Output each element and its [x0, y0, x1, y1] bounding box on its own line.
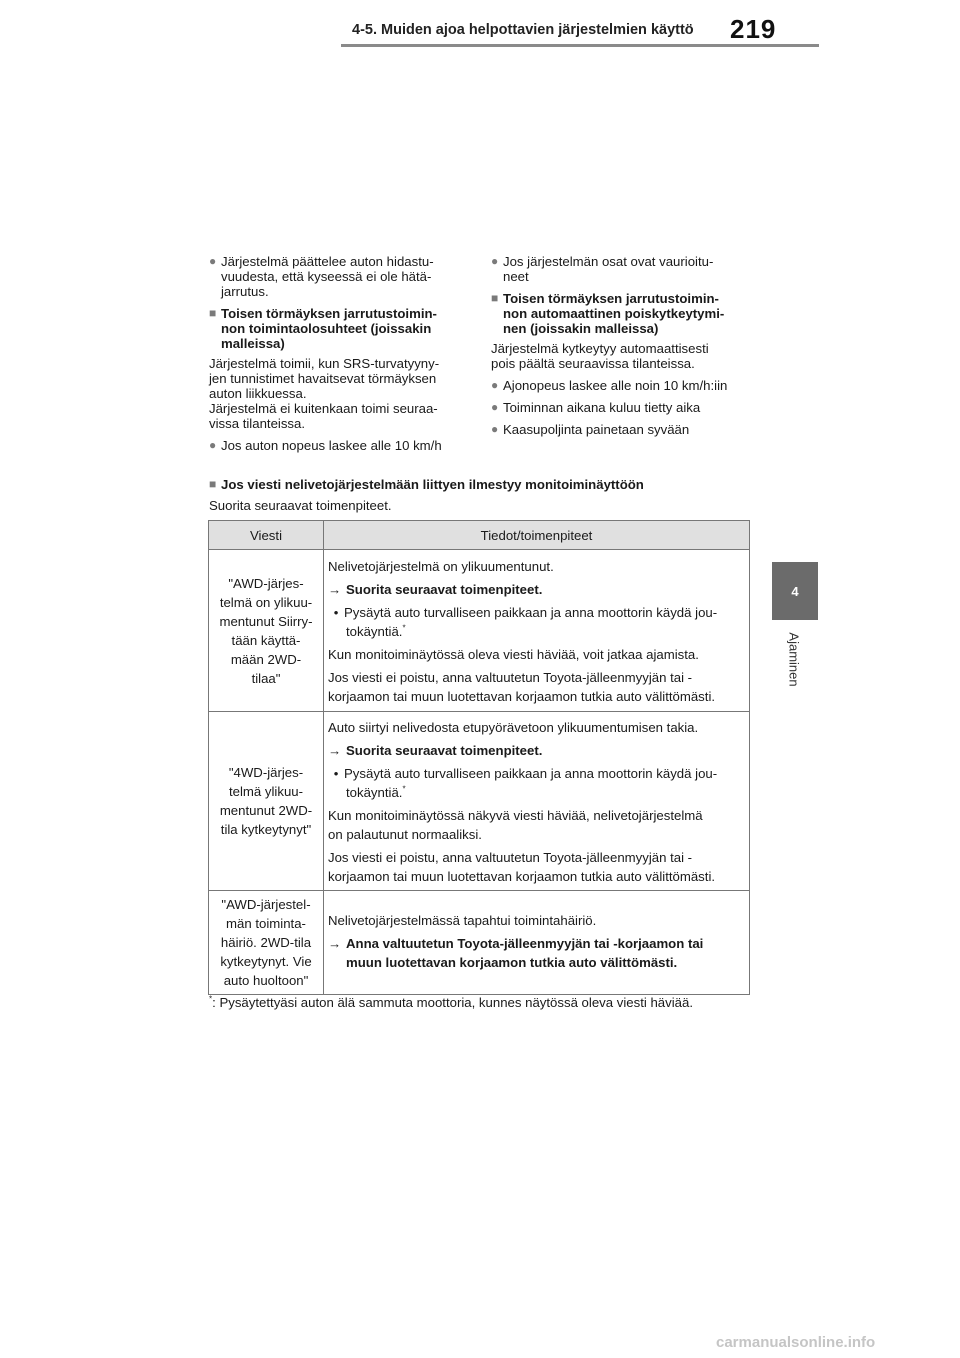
watermark-logo: carmanualsonline.info: [716, 1334, 876, 1351]
bullet-icon: •: [333, 605, 339, 620]
action-line: → Suorita seuraavat toimenpiteet.: [328, 743, 543, 758]
table-row: [209, 891, 750, 995]
column-header-message: Viesti: [209, 521, 324, 550]
bullet-icon: •: [333, 766, 339, 781]
bullet-dot-icon: ●: [491, 422, 499, 436]
table-header-row: [209, 521, 750, 550]
list-item: • Pysäytä auto turvalliseen paikkaan ja anna moottorin käydä jou- tokäyntiä.*: [328, 603, 746, 641]
list-item: ● Järjestelmä päättelee auton hidastu- vuudesta, että kyseessä ei ole hätä- jarrutus.: [209, 254, 434, 299]
list-item: ● Kaasupoljinta painetaan syvään: [491, 422, 690, 437]
square-bullet-icon: ■: [491, 291, 499, 305]
list-item: ● Jos järjestelmän osat ovat vaurioitu- neet: [491, 254, 714, 284]
subsection-heading: ■ Toisen törmäyksen jarrutustoimin- non automaattinen poiskytkeytymi- nen (joissakin malleissa): [491, 291, 725, 336]
list-item: • Pysäytä auto turvalliseen paikkaan ja anna moottorin käydä jou- tokäyntiä.*: [328, 764, 746, 802]
details-cell: Nelivetojärjestelmässä tapahtui toimintahäiriö. → Anna valtuutetun Toyota-jälleenmyyjän tai -korjaamon tai muun luotettavan korjaamon tutkia auto välittömästi.: [324, 891, 750, 995]
table-row: [209, 550, 750, 712]
arrow-icon: →: [328, 743, 342, 758]
bullet-dot-icon: ●: [491, 378, 499, 392]
left-column: [209, 254, 471, 460]
paragraph: Järjestelmä toimii, kun SRS-turvatyyny- jen tunnistimet havaitsevat törmäyksen auton liikkuessa. Järjestelmä ei kuitenkaan toimi seuraa- vissa tilanteissa.: [209, 356, 440, 431]
paragraph: Järjestelmä kytkeytyy automaattisesti pois päältä seuraavissa tilanteissa.: [491, 341, 709, 371]
message-table: [208, 520, 750, 995]
message-cell: "AWD-järjes- telmä on ylikuu- mentunut Siirry- tään käyttä- mään 2WD- tilaa": [209, 550, 324, 712]
arrow-icon: →: [328, 582, 342, 597]
footnote-marker: *: [209, 994, 213, 1004]
footnote: *: Pysäytettyäsi auton älä sammuta moottoria, kunnes näytössä oleva viesti häviää.: [209, 994, 693, 1010]
column-header-details: Tiedot/toimenpiteet: [324, 521, 750, 550]
footnote-marker: *: [402, 784, 406, 794]
bullet-dot-icon: ●: [209, 254, 217, 268]
action-line: → Anna valtuutetun Toyota-jälleenmyyjän tai -korjaamon tai muun luotettavan korjaamon tutkia auto välittömästi.: [328, 936, 704, 970]
message-cell: "4WD-järjes- telmä ylikuu- mentunut 2WD- tila kytkeytynyt": [209, 712, 324, 891]
message-cell: "AWD-järjestel- män toiminta- häiriö. 2WD-tila kytkeytynyt. Vie auto huoltoon": [209, 891, 324, 995]
page-number: 219: [730, 14, 777, 44]
details-cell: Nelivetojärjestelmä on ylikuumentunut. → Suorita seuraavat toimenpiteet. • Pysäytä auto turvalliseen paikkaan ja anna moottorin käydä jou- tokäyntiä.* Kun monitoiminäytössä oleva viesti häviää, voit jatkaa ajamista. Jos viesti ei poistu, anna valtuutetun Toyota-jälleenmyyjän tai - korjaamon tai muun luotettavan korjaamon tutkia auto välittömästi.: [324, 550, 750, 712]
details-cell: Auto siirtyi nelivedosta etupyörävetoon ylikuumentumisen takia. → Suorita seuraavat toimenpiteet. • Pysäytä auto turvalliseen paikkaan ja anna moottorin käydä jou- tokäyntiä.* Kun monitoiminäytössä näkyvä viesti häviää, nelivetojärjestelmä on palautunut normaaliksi. Jos viesti ei poistu, anna valtuutetun Toyota-jälleenmyyjän tai - korjaamon tai muun luotettavan korjaamon tutkia auto välittömästi.: [324, 712, 750, 891]
table-row: [209, 712, 750, 891]
right-column: [491, 254, 753, 444]
list-item: ● Jos auton nopeus laskee alle 10 km/h: [209, 438, 442, 453]
action-line: → Suorita seuraavat toimenpiteet.: [328, 582, 543, 597]
list-item: ● Ajonopeus laskee alle noin 10 km/h:iin: [491, 378, 728, 393]
arrow-icon: →: [328, 936, 342, 951]
subsection-heading: ■ Toisen törmäyksen jarrutustoimin- non toimintaolosuhteet (joissakin malleissa): [209, 306, 437, 351]
bullet-dot-icon: ●: [209, 438, 217, 452]
header-divider: [341, 44, 819, 47]
section-subtitle: Suorita seuraavat toimenpiteet.: [209, 498, 392, 513]
chapter-tab[interactable]: 4: [772, 562, 818, 620]
list-item: ● Toiminnan aikana kuluu tietty aika: [491, 400, 701, 415]
bullet-dot-icon: ●: [491, 400, 499, 414]
square-bullet-icon: ■: [209, 477, 217, 491]
chapter-title: 4-5. Muiden ajoa helpottavien järjestelmien käyttö: [352, 22, 694, 38]
footnote-marker: *: [402, 623, 406, 633]
section-heading: ■ Jos viesti nelivetojärjestelmään liittyen ilmestyy monitoiminäyttöön: [209, 477, 644, 492]
chapter-side-label: Ajaminen: [786, 631, 802, 687]
bullet-dot-icon: ●: [491, 254, 499, 268]
square-bullet-icon: ■: [209, 306, 217, 320]
